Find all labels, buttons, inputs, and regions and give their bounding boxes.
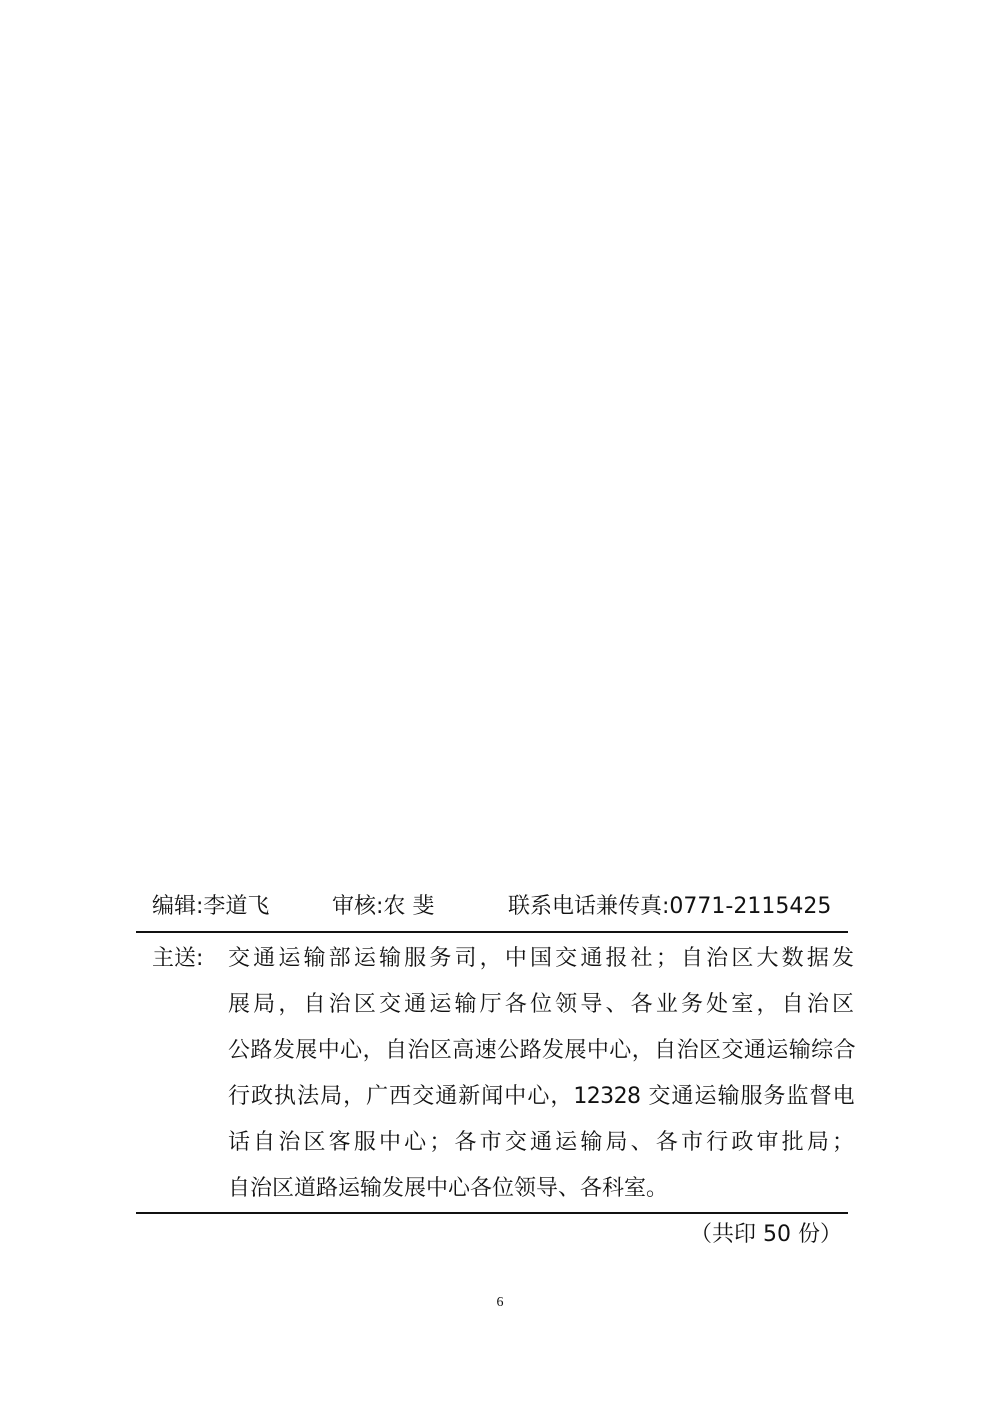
distribution-list (228, 936, 854, 1212)
editor-info-line (152, 890, 852, 924)
top-divider (136, 931, 848, 933)
distribution-line: 话自治区客服中心；各市交通运输局、各市行政审批局； (228, 1130, 854, 1155)
distribution-line: 交通运输部运输服务司，中国交通报社；自治区大数据发 (228, 946, 854, 971)
reviewer-name: 审核:农 斐 (332, 894, 435, 919)
print-copies-note: （共印 50 份） (690, 1222, 842, 1247)
editor-name: 编辑:李道飞 (152, 894, 270, 919)
page-number: 6 (496, 1295, 504, 1310)
distribution-line: 行政执法局，广西交通新闻中心，12328 交通运输服务监督电 (228, 1084, 854, 1109)
contact-phone-fax: 联系电话兼传真:0771-2115425 (508, 894, 832, 919)
distribution-line: 展局，自治区交通运输厅各位领导、各业务处室，自治区 (228, 992, 854, 1017)
bottom-divider (136, 1212, 848, 1214)
distribution-line: 自治区道路运输发展中心各位领导、各科室。 (228, 1176, 669, 1201)
distribution-line: 公路发展中心，自治区高速公路发展中心，自治区交通运输综合 (228, 1038, 854, 1063)
distribution-label: 主送: (152, 946, 204, 971)
